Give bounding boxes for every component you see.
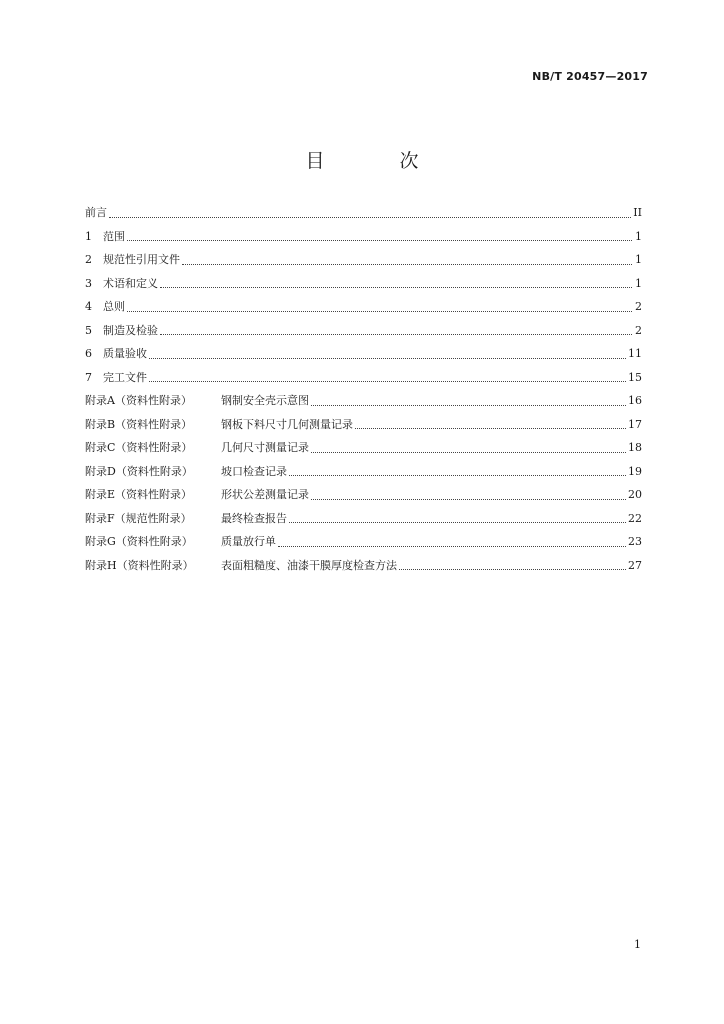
toc-entry-title: 表面粗糙度、油漆干膜厚度检查方法 [221, 558, 397, 572]
toc-entry-label [85, 507, 287, 531]
toc-entry-page: 23 [628, 535, 642, 548]
toc-entry-label [85, 225, 125, 249]
dot-leader [311, 451, 626, 453]
toc-entry-number: 1 [85, 229, 92, 243]
dot-leader [127, 239, 632, 241]
dot-leader [149, 357, 626, 359]
toc-entry-page: 1 [635, 229, 642, 243]
toc-entry-title: 前言 [85, 206, 107, 219]
standard-code: NB/T 20457—2017 [532, 70, 648, 83]
toc-entry[interactable] [85, 248, 642, 272]
toc-entry-page: 22 [628, 511, 642, 525]
toc-entry-page: 1 [635, 276, 642, 290]
toc-entry-label [85, 366, 147, 390]
toc-entry-page: 18 [628, 441, 642, 454]
toc-entry-page: 16 [628, 394, 642, 407]
toc-entry-label [85, 272, 158, 296]
dot-leader [109, 216, 631, 218]
table-of-contents [85, 201, 642, 577]
toc-entry-page: 2 [635, 300, 642, 313]
toc-entry-title: 几何尺寸测量记录 [221, 441, 309, 454]
toc-entry[interactable] [85, 413, 642, 437]
dot-leader [289, 474, 626, 476]
dot-leader [160, 333, 632, 335]
toc-entry[interactable] [85, 201, 642, 225]
toc-entry[interactable] [85, 319, 642, 343]
dot-leader [399, 568, 626, 570]
toc-entry-label [85, 554, 397, 578]
toc-entry[interactable] [85, 436, 642, 460]
toc-entry[interactable] [85, 342, 642, 366]
dot-leader [311, 498, 626, 500]
toc-entry-appendix-prefix: 附录B（资料性附录） [85, 417, 193, 431]
toc-entry-title: 坡口检查记录 [221, 464, 287, 478]
page-title: 目 次 [305, 150, 447, 172]
toc-entry-page: 20 [628, 488, 642, 501]
toc-entry[interactable] [85, 389, 642, 413]
toc-entry-page: II [633, 206, 642, 219]
toc-entry-appendix-prefix: 附录G（资料性附录） [85, 535, 193, 548]
toc-entry-title: 质量验收 [103, 347, 147, 360]
toc-entry-title: 钢制安全壳示意图 [221, 394, 309, 407]
toc-entry-label [85, 248, 180, 272]
dot-leader [149, 380, 626, 382]
toc-entry-label [85, 436, 309, 460]
toc-entry-title: 完工文件 [103, 370, 147, 384]
toc-entry-number: 5 [85, 323, 92, 337]
toc-entry-label [85, 530, 276, 554]
toc-entry-page: 19 [628, 464, 642, 478]
toc-entry-number: 6 [85, 347, 92, 360]
toc-entry[interactable] [85, 554, 642, 578]
toc-entry-appendix-prefix: 附录C（资料性附录） [85, 441, 193, 454]
toc-entry-number: 2 [85, 253, 92, 266]
toc-entry[interactable] [85, 507, 642, 531]
toc-entry-title: 形状公差测量记录 [221, 488, 309, 501]
toc-entry[interactable] [85, 295, 642, 319]
dot-leader [127, 310, 632, 312]
toc-entry-label [85, 295, 125, 319]
page-number: 1 [634, 938, 641, 951]
dot-leader [160, 286, 632, 288]
toc-entry-label [85, 483, 309, 507]
toc-entry-number: 4 [85, 300, 92, 313]
toc-entry[interactable] [85, 366, 642, 390]
toc-entry-page: 11 [628, 347, 642, 360]
toc-entry-title: 总则 [103, 300, 125, 313]
toc-entry-number: 3 [85, 276, 92, 290]
toc-entry-page: 17 [628, 417, 642, 431]
toc-entry-number: 7 [85, 370, 92, 384]
toc-entry-label [85, 201, 107, 225]
toc-entry-title: 钢板下料尺寸几何测量记录 [221, 417, 353, 431]
toc-entry-title: 制造及检验 [103, 323, 158, 337]
toc-entry-page: 2 [635, 323, 642, 337]
dot-leader [278, 545, 626, 547]
toc-entry-appendix-prefix: 附录A（资料性附录） [85, 394, 192, 407]
toc-entry[interactable] [85, 460, 642, 484]
toc-entry-appendix-prefix: 附录D（资料性附录） [85, 464, 193, 478]
toc-entry[interactable] [85, 530, 642, 554]
toc-entry-page: 15 [628, 370, 642, 384]
toc-entry[interactable] [85, 225, 642, 249]
toc-entry[interactable] [85, 483, 642, 507]
toc-entry-page: 27 [628, 558, 642, 572]
toc-entry-label [85, 460, 287, 484]
toc-entry-title: 最终检查报告 [221, 511, 287, 525]
toc-entry-appendix-prefix: 附录H（资料性附录） [85, 558, 194, 572]
toc-entry[interactable] [85, 272, 642, 296]
dot-leader [311, 404, 626, 406]
toc-entry-title: 规范性引用文件 [103, 253, 180, 266]
toc-entry-title: 范围 [103, 229, 125, 243]
toc-entry-page: 1 [635, 253, 642, 266]
toc-entry-label [85, 413, 353, 437]
dot-leader [355, 427, 626, 429]
dot-leader [182, 263, 632, 265]
toc-entry-appendix-prefix: 附录E（资料性附录） [85, 488, 193, 501]
toc-entry-label [85, 389, 309, 413]
toc-entry-title: 质量放行单 [221, 535, 276, 548]
toc-entry-label [85, 342, 147, 366]
toc-entry-label [85, 319, 158, 343]
toc-entry-title: 术语和定义 [103, 276, 158, 290]
toc-entry-appendix-prefix: 附录F（规范性附录） [85, 511, 192, 525]
dot-leader [289, 521, 626, 523]
